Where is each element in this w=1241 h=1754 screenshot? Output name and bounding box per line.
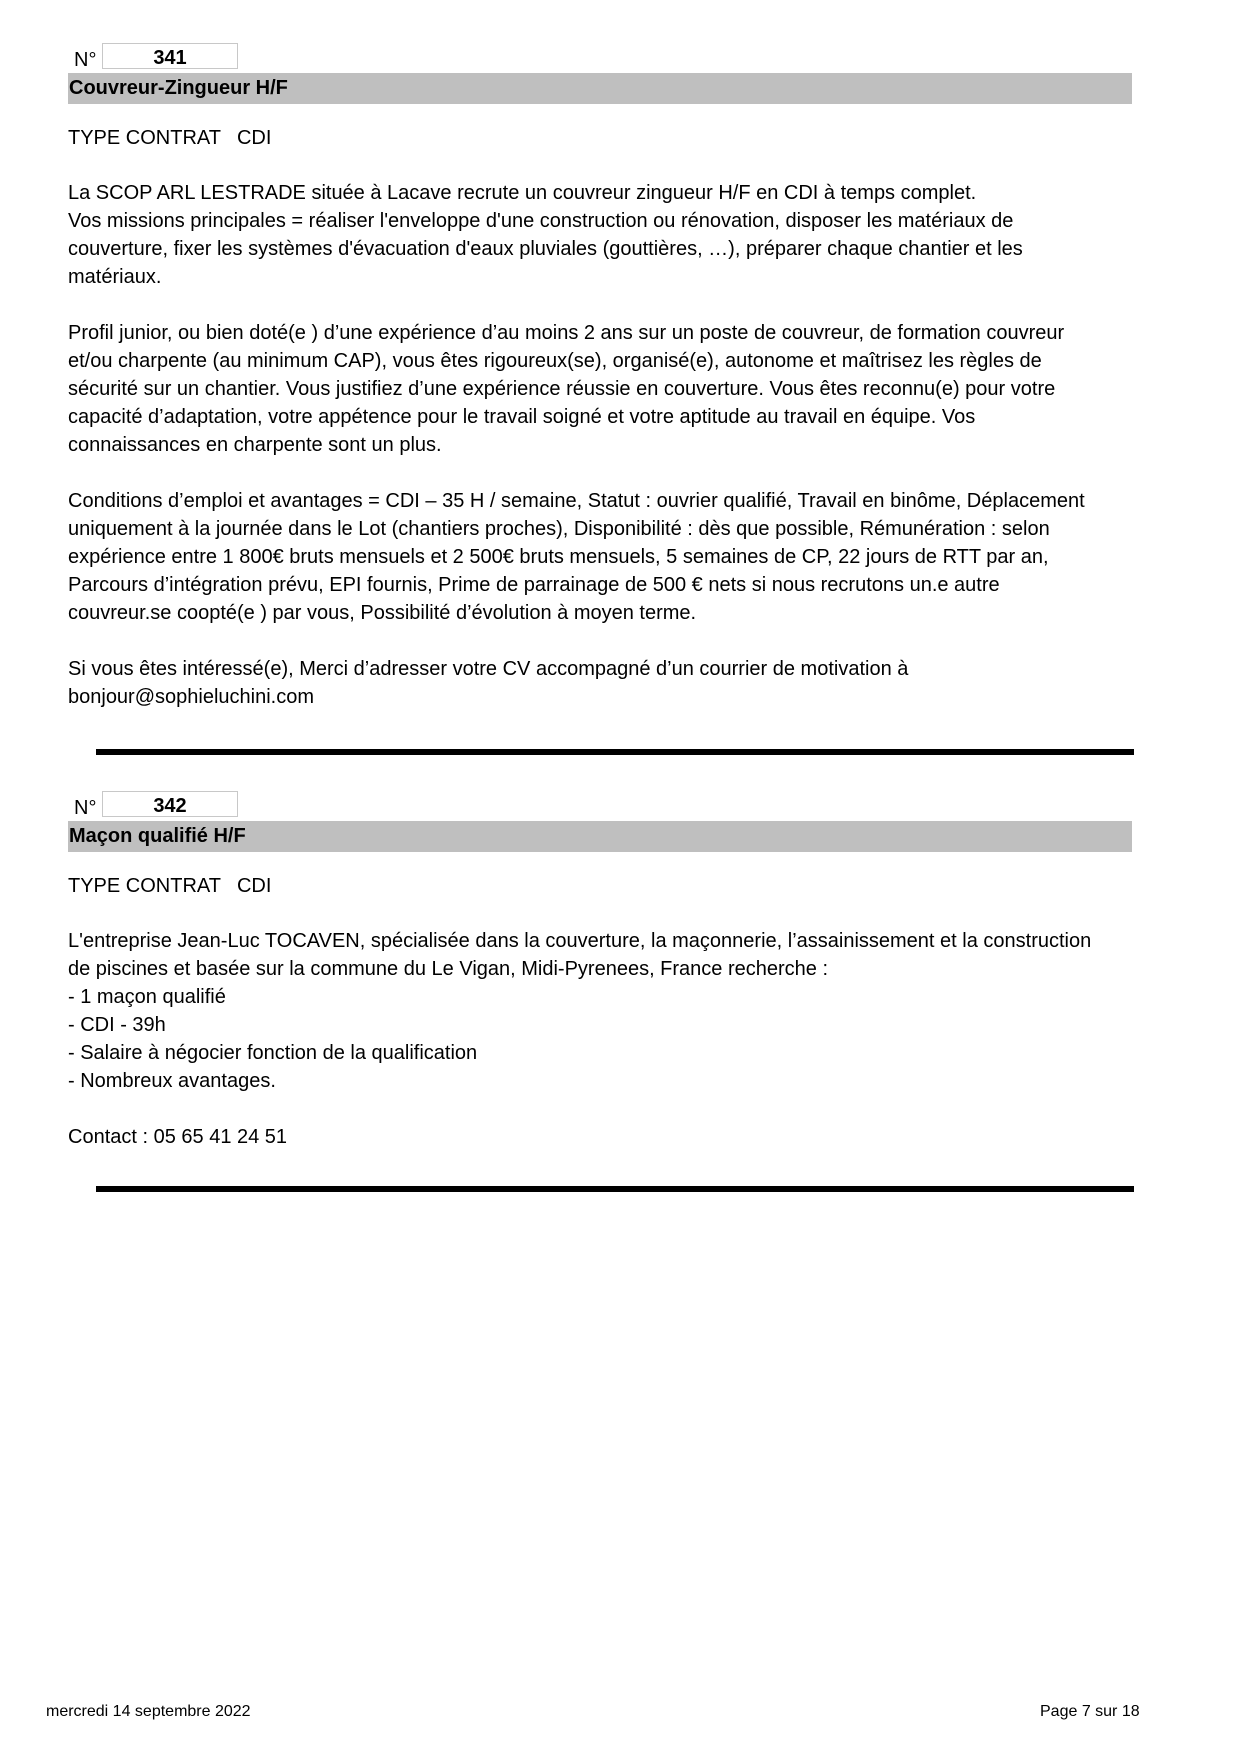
offer-contact: Si vous êtes intéressé(e), Merci d’adresser votre CV accompagné d’un courrier de motivation à bonjour@sophieluchini.com xyxy=(68,658,909,708)
contract-type xyxy=(68,125,1134,151)
contract-type-value: CDI xyxy=(236,875,272,897)
offer-number: 342 xyxy=(102,791,238,817)
footer-page-number: Page 7 sur 18 xyxy=(1040,1703,1140,1720)
contract-type xyxy=(68,873,1134,899)
offer-profile: Profil junior, ou bien doté(e ) d’une expérience d’au moins 2 ans sur un poste de couvreur, de formation couvreur et/ou charpente (au minimum CAP), vous êtes rigoureux(se), organisé(e), autonome et maîtrisez les règles de sécurité sur un chantier. Vous justifiez d’une expérience réussie en couverture. Vous êtes reconnu(e) pour votre capacité d’adaptation, votre appétence pour le travail soigné et votre aptitude au travail en équipe. Vos connaissances en charpente sont un plus. xyxy=(68,322,1065,456)
offer-description: La SCOP ARL LESTRADE située à Lacave recrute un couvreur zingueur H/F en CDI à temps complet. Vos missions principales = réaliser l'enveloppe d'une construction ou rénovation, disposer les matériaux de couverture, fixer les systèmes d'évacuation d'eaux pluviales (gouttières, …), préparer chaque chantier et les matériaux. xyxy=(68,182,1023,288)
job-offer-342 xyxy=(68,791,1134,1151)
offer-number-row xyxy=(68,791,1134,821)
offer-conditions: Conditions d’emploi et avantages = CDI – 35 H / semaine, Statut : ouvrier qualifié, Travail en binôme, Déplacement uniquement à la journée dans le Lot (chantiers proches), Disponibilité : dès que possible, Rémunération : selon expérience entre 1 800€ bruts mensuels et 2 500€ bruts mensuels, 5 semaines de CP, 22 jours de RTT par an, Parcours d’intégration prévu, EPI fournis, Prime de parrainage de 500 € nets si nous recrutons un.e autre couvreur.se coopté(e ) par vous, Possibilité d’évolution à moyen terme. xyxy=(68,490,1085,624)
offer-number-label: N° xyxy=(74,797,97,819)
offer-number-row xyxy=(68,43,1134,73)
footer-date: mercredi 14 septembre 2022 xyxy=(46,1703,251,1720)
offer-number: 341 xyxy=(102,43,238,69)
offer-title: Maçon qualifié H/F xyxy=(68,821,1132,852)
offer-description: L'entreprise Jean-Luc TOCAVEN, spécialisée dans la couverture, la maçonnerie, l’assainissement et la construction de piscines et basée sur la commune du Le Vigan, Midi-Pyrenees, France recherche : - 1 maçon qualifié - CDI - 39h - Salaire à négocier fonction de la qualification - Nombreux avantages. xyxy=(68,930,1092,1092)
contract-type-label: TYPE CONTRAT xyxy=(68,875,221,897)
job-offer-341 xyxy=(68,43,1134,711)
offer-title: Couvreur-Zingueur H/F xyxy=(68,73,1132,104)
offer-separator xyxy=(96,1186,1134,1192)
contract-type-value: CDI xyxy=(236,127,272,149)
contract-type-label: TYPE CONTRAT xyxy=(68,127,221,149)
offer-contact: Contact : 05 65 41 24 51 xyxy=(68,1126,288,1148)
offer-separator xyxy=(96,749,1134,755)
offer-number-label: N° xyxy=(74,49,97,71)
